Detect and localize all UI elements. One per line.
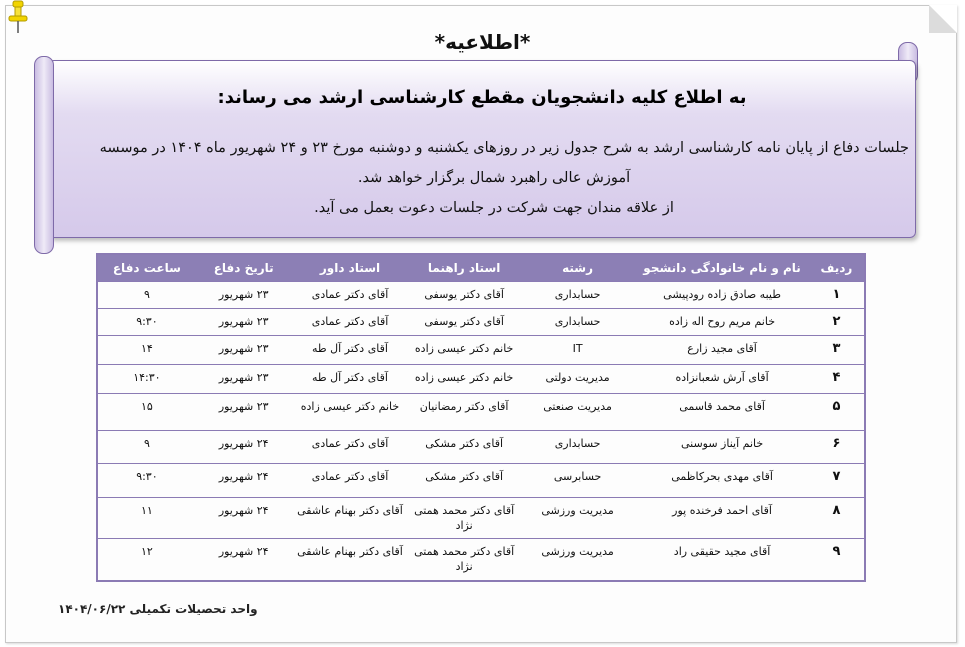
student-name: آقای مجید زارع: [635, 336, 809, 365]
major: حسابداری: [520, 431, 635, 464]
notice-paragraph: [79, 133, 909, 223]
page-curl-corner: [929, 5, 957, 33]
defense-time: ۱۴: [97, 336, 196, 365]
table-row: [97, 309, 865, 336]
reviewer: آقای دکتر عمادی: [292, 464, 409, 498]
major: حسابداری: [520, 309, 635, 336]
defense-time: ۹:۳۰: [97, 464, 196, 498]
header-student-name: نام و نام خانوادگی دانشجو: [635, 254, 809, 282]
header-defense-time: ساعت دفاع: [97, 254, 196, 282]
major: حسابرسی: [520, 464, 635, 498]
major: مدیریت ورزشی: [520, 498, 635, 539]
defense-date: ۲۳ شهریور: [196, 365, 292, 394]
row-number: ۵: [809, 394, 865, 431]
notice-title: *اطلاعیه*: [434, 30, 531, 54]
header-row-number: ردیف: [809, 254, 865, 282]
reviewer: آقای دکتر بهنام عاشقی: [292, 539, 409, 581]
defense-time: ۹: [97, 282, 196, 309]
notice-banner: [34, 42, 918, 254]
advisor: آقای دکتر مشکی: [408, 431, 519, 464]
advisor: آقای دکتر رمضانیان: [408, 394, 519, 431]
defense-time: ۱۵: [97, 394, 196, 431]
table-row: [97, 336, 865, 365]
defense-time: ۱۲: [97, 539, 196, 581]
advisor: آقای دکتر محمد همتی نژاد: [408, 498, 519, 539]
student-name: آقای احمد فرخنده پور: [635, 498, 809, 539]
defense-date: ۲۳ شهریور: [196, 394, 292, 431]
row-number: ۹: [809, 539, 865, 581]
defense-time: ۱۴:۳۰: [97, 365, 196, 394]
table-row: [97, 365, 865, 394]
paragraph-line: از علاقه مندان جهت شرکت در جلسات دعوت بعمل می آید.: [314, 200, 674, 216]
table-header-row: [97, 254, 865, 282]
reviewer: آقای دکتر عمادی: [292, 309, 409, 336]
push-pin-icon: [6, 0, 30, 34]
row-number: ۶: [809, 431, 865, 464]
student-name: آقای مهدی بحرکاظمی: [635, 464, 809, 498]
row-number: ۳: [809, 336, 865, 365]
defense-date: ۲۳ شهریور: [196, 336, 292, 365]
header-defense-date: تاریخ دفاع: [196, 254, 292, 282]
notice-headline: به اطلاع کلیه دانشجویان مقطع کارشناسی ارشد می رساند:: [217, 87, 747, 108]
scroll-body: [48, 60, 916, 238]
row-number: ۱: [809, 282, 865, 309]
major: مدیریت ورزشی: [520, 539, 635, 581]
student-name: خانم آیناز سوسنی: [635, 431, 809, 464]
student-name: آقای آرش شعبانزاده: [635, 365, 809, 394]
row-number: ۷: [809, 464, 865, 498]
defense-time: ۱۱: [97, 498, 196, 539]
student-name: طیبه صادق زاده رودپیشی: [635, 282, 809, 309]
student-name: آقای مجید حقیقی راد: [635, 539, 809, 581]
table-row: [97, 498, 865, 539]
row-number: ۸: [809, 498, 865, 539]
defense-time: ۹:۳۰: [97, 309, 196, 336]
table-row: [97, 282, 865, 309]
defense-date: ۲۴ شهریور: [196, 498, 292, 539]
header-reviewer: استاد داور: [292, 254, 409, 282]
defense-date: ۲۴ شهریور: [196, 431, 292, 464]
student-name: خانم مریم روح اله زاده: [635, 309, 809, 336]
scroll-roll-bottom: [34, 56, 54, 254]
table-row: [97, 539, 865, 581]
table-row: [97, 464, 865, 498]
defense-time: ۹: [97, 431, 196, 464]
student-name: آقای محمد قاسمی: [635, 394, 809, 431]
paragraph-line: آموزش عالی راهبرد شمال برگزار خواهد شد.: [357, 170, 631, 186]
major: مدیریت صنعتی: [520, 394, 635, 431]
reviewer: خانم دکتر عیسی زاده: [292, 394, 409, 431]
reviewer: آقای دکتر عمادی: [292, 431, 409, 464]
reviewer: آقای دکتر آل طه: [292, 336, 409, 365]
defense-date: ۲۴ شهریور: [196, 539, 292, 581]
table-row: [97, 431, 865, 464]
reviewer: آقای دکتر عمادی: [292, 282, 409, 309]
row-number: ۲: [809, 309, 865, 336]
header-major: رشته: [520, 254, 635, 282]
reviewer: آقای دکتر بهنام عاشقی: [292, 498, 409, 539]
advisor: خانم دکتر عیسی زاده: [408, 336, 519, 365]
major: IT: [520, 336, 635, 365]
advisor: خانم دکتر عیسی زاده: [408, 365, 519, 394]
table-row: [97, 394, 865, 431]
major: مدیریت دولتی: [520, 365, 635, 394]
defense-date: ۲۳ شهریور: [196, 309, 292, 336]
footer-signature: واحد تحصیلات تکمیلی ۱۴۰۴/۰۶/۲۲: [58, 602, 258, 616]
header-advisor: استاد راهنما: [408, 254, 519, 282]
defense-schedule-table: [96, 253, 866, 582]
advisor: آقای دکتر مشکی: [408, 464, 519, 498]
advisor: آقای دکتر یوسفی: [408, 282, 519, 309]
defense-date: ۲۳ شهریور: [196, 282, 292, 309]
reviewer: آقای دکتر آل طه: [292, 365, 409, 394]
major: حسابداری: [520, 282, 635, 309]
defense-date: ۲۴ شهریور: [196, 464, 292, 498]
advisor: آقای دکتر محمد همتی نژاد: [408, 539, 519, 581]
paragraph-line: جلسات دفاع از پایان نامه کارشناسی ارشد به شرح جدول زیر در روزهای یکشنبه و دوشنبه مورخ ۲۳ و ۲۴ شهریور ماه ۱۴۰۴ در موسسه: [99, 140, 909, 156]
row-number: ۴: [809, 365, 865, 394]
advisor: آقای دکتر یوسفی: [408, 309, 519, 336]
